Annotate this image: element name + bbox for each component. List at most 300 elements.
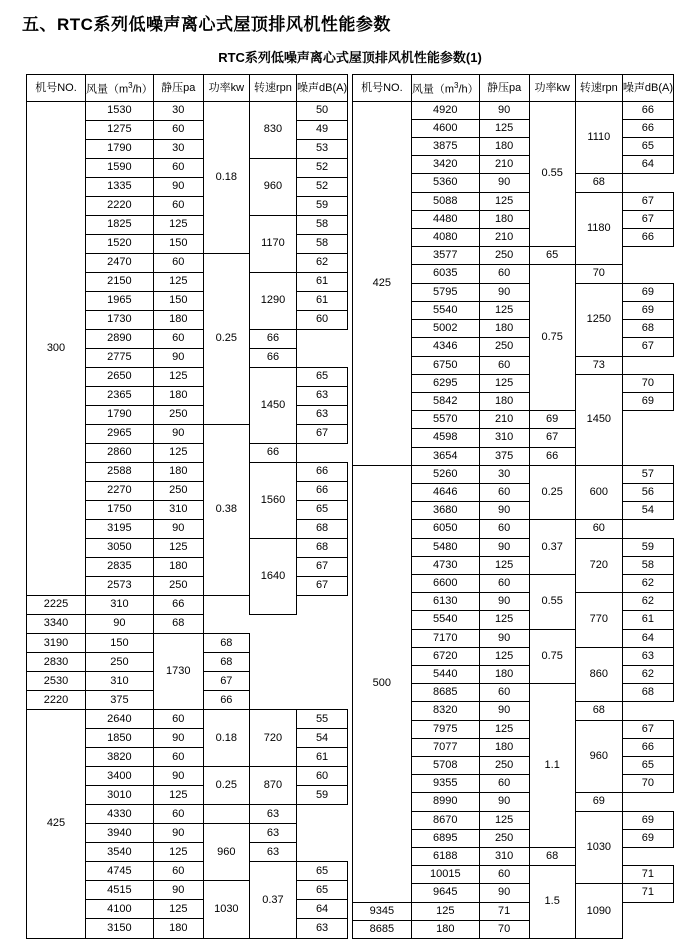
header-row	[352, 75, 673, 102]
cell-noise: 66	[296, 462, 347, 481]
cell-speed: 1110	[575, 101, 622, 174]
cell-flow: 1965	[86, 291, 154, 310]
cell-noise: 62	[622, 593, 673, 611]
cell-noise: 58	[296, 215, 347, 234]
cell-flow: 1530	[86, 101, 154, 120]
cell-pressure: 125	[479, 301, 529, 319]
cell-noise: 58	[622, 556, 673, 574]
table-body-left	[27, 101, 348, 938]
cell-noise: 55	[296, 710, 347, 729]
cell-noise: 70	[479, 920, 529, 938]
cell-flow: 5540	[411, 611, 479, 629]
cell-noise: 68	[575, 174, 622, 192]
cell-flow: 6130	[411, 593, 479, 611]
cell-flow: 1520	[86, 234, 154, 253]
cell-pressure: 60	[153, 329, 203, 348]
cell-noise: 69	[622, 829, 673, 847]
cell-flow: 3340	[27, 615, 86, 634]
cell-flow: 4745	[86, 862, 154, 881]
cell-pressure: 180	[479, 738, 529, 756]
cell-noise: 66	[296, 481, 347, 500]
cell-pressure: 125	[479, 720, 529, 738]
cell-flow: 3654	[411, 447, 479, 465]
cell-pressure: 90	[153, 767, 203, 786]
cell-noise: 64	[622, 156, 673, 174]
cell-power: 0.38	[203, 424, 249, 595]
cell-noise: 59	[296, 786, 347, 805]
cell-noise: 66	[622, 101, 673, 119]
cell-pressure: 250	[153, 405, 203, 424]
cell-flow: 5708	[411, 756, 479, 774]
cell-noise: 56	[622, 483, 673, 501]
cell-pressure: 60	[153, 253, 203, 272]
cell-noise: 63	[249, 805, 296, 824]
cell-speed: 870	[249, 767, 296, 805]
cell-pressure: 60	[479, 574, 529, 592]
cell-noise: 68	[622, 684, 673, 702]
cell-pressure: 30	[153, 101, 203, 120]
cell-flow: 4346	[411, 338, 479, 356]
cell-model: 425	[352, 101, 411, 465]
cell-flow: 2365	[86, 386, 154, 405]
cell-flow: 2890	[86, 329, 154, 348]
cell-noise: 67	[622, 338, 673, 356]
cell-power: 1.5	[529, 866, 575, 939]
table-body-right	[352, 101, 673, 938]
cell-flow: 5570	[411, 411, 479, 429]
cell-flow: 4080	[411, 229, 479, 247]
cell-speed: 960	[203, 824, 249, 881]
cell-pressure: 180	[411, 920, 479, 938]
cell-pressure: 210	[479, 411, 529, 429]
cell-pressure: 210	[479, 229, 529, 247]
cell-flow: 5088	[411, 192, 479, 210]
cell-flow: 2150	[86, 272, 154, 291]
cell-pressure: 60	[153, 710, 203, 729]
cell-speed: 1290	[249, 272, 296, 329]
cell-pressure: 250	[479, 756, 529, 774]
cell-pressure: 250	[479, 247, 529, 265]
column-header-speed: 转速rpn	[249, 75, 296, 102]
cell-pressure: 125	[153, 215, 203, 234]
cell-noise: 66	[529, 447, 575, 465]
cell-pressure: 125	[153, 443, 203, 462]
cell-noise: 62	[622, 665, 673, 683]
cell-noise: 66	[203, 691, 249, 710]
cell-pressure: 125	[153, 786, 203, 805]
table-row	[27, 710, 348, 729]
cell-pressure: 180	[479, 320, 529, 338]
cell-flow: 7077	[411, 738, 479, 756]
cell-noise: 65	[296, 862, 347, 881]
cell-pressure: 180	[153, 310, 203, 329]
column-header-pressure: 静压pa	[153, 75, 203, 102]
cell-noise: 61	[296, 291, 347, 310]
cell-flow: 3190	[27, 634, 86, 653]
cell-power: 0.75	[529, 265, 575, 411]
cell-power: 0.25	[203, 253, 249, 424]
cell-speed: 600	[575, 465, 622, 520]
cell-pressure: 180	[479, 665, 529, 683]
cell-pressure: 180	[153, 462, 203, 481]
cell-power	[203, 805, 249, 824]
cell-noise: 65	[296, 500, 347, 519]
cell-flow: 5540	[411, 301, 479, 319]
cell-power: 0.25	[529, 465, 575, 520]
column-header-model: 机号NO.	[352, 75, 411, 102]
cell-noise: 70	[575, 265, 622, 283]
cell-flow: 7170	[411, 629, 479, 647]
column-header-noise: 噪声dB(A)	[622, 75, 673, 102]
cell-flow: 8990	[411, 793, 479, 811]
cell-speed: 1640	[249, 539, 296, 615]
cell-pressure: 150	[153, 234, 203, 253]
cell-pressure: 60	[153, 748, 203, 767]
cell-speed: 720	[575, 538, 622, 593]
cell-flow: 1825	[86, 215, 154, 234]
cell-noise: 69	[529, 411, 575, 429]
cell-pressure: 60	[479, 356, 529, 374]
cell-pressure: 375	[86, 691, 154, 710]
cell-noise: 67	[296, 424, 347, 443]
cell-flow: 4730	[411, 556, 479, 574]
cell-flow: 6750	[411, 356, 479, 374]
performance-table-left	[26, 74, 348, 939]
cell-pressure: 60	[479, 483, 529, 501]
cell-pressure: 60	[479, 520, 529, 538]
cell-speed: 960	[575, 720, 622, 793]
cell-noise: 69	[622, 283, 673, 301]
cell-speed: 720	[249, 710, 296, 767]
cell-noise: 63	[249, 824, 296, 843]
cell-pressure: 60	[153, 120, 203, 139]
cell-noise: 68	[529, 847, 575, 865]
column-header-power: 功率kw	[529, 75, 575, 102]
flow-label-tail: /h）	[458, 83, 479, 96]
cell-noise: 61	[622, 611, 673, 629]
cell-pressure: 90	[153, 824, 203, 843]
cell-pressure: 90	[153, 881, 203, 900]
cell-power: 0.18	[203, 101, 249, 253]
cell-noise: 66	[153, 596, 203, 615]
column-header-model: 机号NO.	[27, 75, 86, 102]
cell-flow: 1790	[86, 405, 154, 424]
cell-flow: 4600	[411, 119, 479, 137]
cell-flow: 2775	[86, 348, 154, 367]
cell-flow: 5002	[411, 320, 479, 338]
cell-noise: 69	[622, 811, 673, 829]
cell-speed: 1450	[249, 367, 296, 443]
cell-noise: 68	[203, 634, 249, 653]
cell-noise: 64	[622, 629, 673, 647]
column-header-pressure: 静压pa	[479, 75, 529, 102]
cell-flow: 7975	[411, 720, 479, 738]
cell-flow: 4480	[411, 210, 479, 228]
cell-noise: 70	[622, 775, 673, 793]
cell-flow: 4646	[411, 483, 479, 501]
cell-model: 300	[27, 101, 86, 595]
cell-noise: 50	[296, 101, 347, 120]
table-row	[27, 634, 348, 653]
cell-pressure: 180	[153, 386, 203, 405]
cell-flow: 2225	[27, 596, 86, 615]
cell-pressure: 30	[479, 465, 529, 483]
cell-pressure: 90	[153, 424, 203, 443]
cell-noise: 52	[296, 158, 347, 177]
cell-noise: 69	[622, 392, 673, 410]
cell-power: 1.1	[529, 684, 575, 848]
cell-flow: 1730	[86, 310, 154, 329]
cell-noise: 71	[479, 902, 529, 920]
cell-pressure: 90	[479, 101, 529, 119]
cell-flow: 5480	[411, 538, 479, 556]
cell-flow: 2588	[86, 462, 154, 481]
cell-noise: 61	[296, 748, 347, 767]
cell-flow: 9345	[352, 902, 411, 920]
cell-pressure: 90	[479, 793, 529, 811]
cell-pressure: 60	[479, 775, 529, 793]
cell-model: 425	[27, 710, 86, 939]
cell-power: 0.25	[203, 767, 249, 805]
cell-speed: 1090	[575, 884, 622, 939]
header-row	[27, 75, 348, 102]
cell-noise: 60	[575, 520, 622, 538]
cell-pressure: 310	[479, 847, 529, 865]
cell-flow: 6895	[411, 829, 479, 847]
cell-noise: 63	[622, 647, 673, 665]
cell-pressure: 60	[479, 265, 529, 283]
table-row	[352, 465, 673, 483]
cell-pressure: 60	[153, 158, 203, 177]
cell-pressure: 180	[153, 558, 203, 577]
cell-noise: 66	[249, 329, 296, 348]
cell-noise: 64	[296, 900, 347, 919]
cell-pressure: 60	[153, 862, 203, 881]
cell-pressure: 125	[479, 611, 529, 629]
table-row	[352, 920, 673, 938]
cell-noise: 60	[296, 310, 347, 329]
cell-pressure: 125	[479, 192, 529, 210]
cell-pressure: 60	[479, 866, 529, 884]
cell-flow: 3150	[86, 919, 154, 939]
cell-noise: 61	[296, 272, 347, 291]
cell-noise: 65	[622, 138, 673, 156]
cell-noise: 66	[249, 348, 296, 367]
table-row	[352, 902, 673, 920]
cell-flow: 2270	[86, 481, 154, 500]
cell-noise: 58	[296, 234, 347, 253]
cell-speed: 770	[575, 593, 622, 648]
flow-label-tail: /h）	[132, 83, 153, 96]
cell-noise: 65	[296, 367, 347, 386]
flow-label-main: 风量（m	[86, 83, 129, 96]
cell-pressure: 60	[479, 684, 529, 702]
cell-pressure: 180	[479, 138, 529, 156]
cell-flow: 2573	[86, 577, 154, 596]
cell-flow: 3420	[411, 156, 479, 174]
column-header-flow	[86, 75, 154, 102]
cell-pressure: 125	[479, 374, 529, 392]
cell-pressure: 250	[153, 481, 203, 500]
cell-pressure: 180	[479, 210, 529, 228]
cell-flow: 6050	[411, 520, 479, 538]
cell-pressure: 90	[479, 502, 529, 520]
cell-flow: 3195	[86, 520, 154, 539]
cell-power: 0.37	[249, 862, 296, 939]
cell-flow: 5260	[411, 465, 479, 483]
cell-speed: 1180	[575, 192, 622, 265]
cell-pressure: 30	[153, 139, 203, 158]
cell-flow: 2220	[86, 196, 154, 215]
cell-pressure: 180	[153, 919, 203, 939]
cell-pressure: 310	[153, 500, 203, 519]
cell-pressure: 125	[153, 539, 203, 558]
cell-noise: 62	[622, 574, 673, 592]
cell-noise: 73	[575, 356, 622, 374]
cell-flow: 8320	[411, 702, 479, 720]
performance-table-right	[352, 74, 674, 939]
cell-pressure: 90	[479, 283, 529, 301]
cell-power: 0.55	[529, 574, 575, 629]
cell-pressure: 125	[479, 647, 529, 665]
cell-noise: 63	[296, 386, 347, 405]
cell-pressure: 125	[153, 900, 203, 919]
cell-flow: 1850	[86, 729, 154, 748]
cell-flow: 1590	[86, 158, 154, 177]
cell-noise: 59	[622, 538, 673, 556]
cell-noise: 71	[622, 884, 673, 902]
cell-noise: 49	[296, 120, 347, 139]
column-header-speed: 转速rpn	[575, 75, 622, 102]
cell-flow: 6188	[411, 847, 479, 865]
cell-flow: 2650	[86, 367, 154, 386]
cell-noise: 70	[622, 374, 673, 392]
cell-flow: 9645	[411, 884, 479, 902]
cell-pressure: 150	[86, 634, 154, 653]
column-header-noise: 噪声dB(A)	[296, 75, 347, 102]
cell-noise: 63	[296, 919, 347, 939]
column-header-power: 功率kw	[203, 75, 249, 102]
cell-pressure: 310	[86, 672, 154, 691]
cell-flow: 5440	[411, 665, 479, 683]
cell-pressure: 250	[479, 338, 529, 356]
cell-pressure: 90	[479, 538, 529, 556]
cell-flow: 2530	[27, 672, 86, 691]
performance-tables	[0, 74, 700, 939]
table-row	[27, 101, 348, 120]
cell-noise: 68	[153, 615, 203, 634]
cell-pressure: 375	[479, 447, 529, 465]
flow-label-sup: 3	[128, 81, 133, 90]
cell-flow: 2640	[86, 710, 154, 729]
cell-power: 0.75	[529, 629, 575, 684]
cell-flow: 1275	[86, 120, 154, 139]
cell-pressure: 125	[479, 119, 529, 137]
cell-flow: 3050	[86, 539, 154, 558]
cell-pressure: 150	[153, 291, 203, 310]
cell-noise: 65	[529, 247, 575, 265]
cell-speed: 1030	[575, 811, 622, 884]
cell-pressure: 125	[479, 556, 529, 574]
cell-flow: 3680	[411, 502, 479, 520]
cell-model: 500	[352, 465, 411, 902]
cell-pressure: 90	[479, 629, 529, 647]
cell-noise: 57	[622, 465, 673, 483]
cell-speed: 1170	[249, 215, 296, 272]
cell-noise: 65	[296, 881, 347, 900]
cell-pressure: 125	[411, 902, 479, 920]
cell-speed: 1730	[153, 634, 203, 710]
cell-pressure: 180	[479, 392, 529, 410]
cell-noise: 54	[622, 502, 673, 520]
cell-flow: 5842	[411, 392, 479, 410]
cell-flow: 2860	[86, 443, 154, 462]
cell-flow: 3540	[86, 843, 154, 862]
cell-flow: 3940	[86, 824, 154, 843]
cell-flow: 3400	[86, 767, 154, 786]
cell-power: 0.18	[203, 710, 249, 767]
cell-pressure: 210	[479, 156, 529, 174]
cell-noise: 71	[622, 866, 673, 884]
cell-flow: 6720	[411, 647, 479, 665]
cell-flow: 4330	[86, 805, 154, 824]
cell-pressure: 90	[153, 729, 203, 748]
document-page	[0, 10, 700, 935]
cell-noise: 53	[296, 139, 347, 158]
cell-noise: 68	[296, 539, 347, 558]
flow-label-main: 风量（m	[411, 83, 455, 96]
cell-pressure: 125	[479, 811, 529, 829]
cell-flow: 2470	[86, 253, 154, 272]
cell-flow: 1335	[86, 177, 154, 196]
cell-flow: 8685	[352, 920, 411, 938]
cell-flow: 8685	[411, 684, 479, 702]
cell-noise: 68	[622, 320, 673, 338]
cell-flow: 3820	[86, 748, 154, 767]
cell-power: 0.37	[529, 520, 575, 575]
cell-pressure: 60	[153, 805, 203, 824]
cell-pressure: 90	[153, 348, 203, 367]
cell-noise: 54	[296, 729, 347, 748]
cell-flow: 6600	[411, 574, 479, 592]
cell-pressure: 250	[86, 653, 154, 672]
cell-pressure: 90	[479, 593, 529, 611]
cell-flow: 4920	[411, 101, 479, 119]
cell-noise: 68	[203, 653, 249, 672]
cell-pressure: 250	[479, 829, 529, 847]
cell-noise: 65	[622, 756, 673, 774]
cell-flow: 3577	[411, 247, 479, 265]
table-row	[352, 101, 673, 119]
cell-flow: 2835	[86, 558, 154, 577]
cell-noise: 67	[296, 558, 347, 577]
cell-pressure: 250	[153, 577, 203, 596]
cell-flow: 3875	[411, 138, 479, 156]
cell-flow: 3010	[86, 786, 154, 805]
cell-noise: 67	[622, 720, 673, 738]
cell-noise: 66	[622, 738, 673, 756]
cell-noise: 66	[622, 229, 673, 247]
page-title: 五、RTC系列低噪声离心式屋顶排风机性能参数	[22, 15, 391, 34]
cell-flow: 10015	[411, 866, 479, 884]
cell-pressure: 60	[153, 196, 203, 215]
cell-noise: 62	[296, 253, 347, 272]
cell-pressure: 90	[86, 615, 154, 634]
cell-flow: 5360	[411, 174, 479, 192]
cell-flow: 6035	[411, 265, 479, 283]
cell-pressure: 310	[86, 596, 154, 615]
cell-pressure: 90	[153, 520, 203, 539]
